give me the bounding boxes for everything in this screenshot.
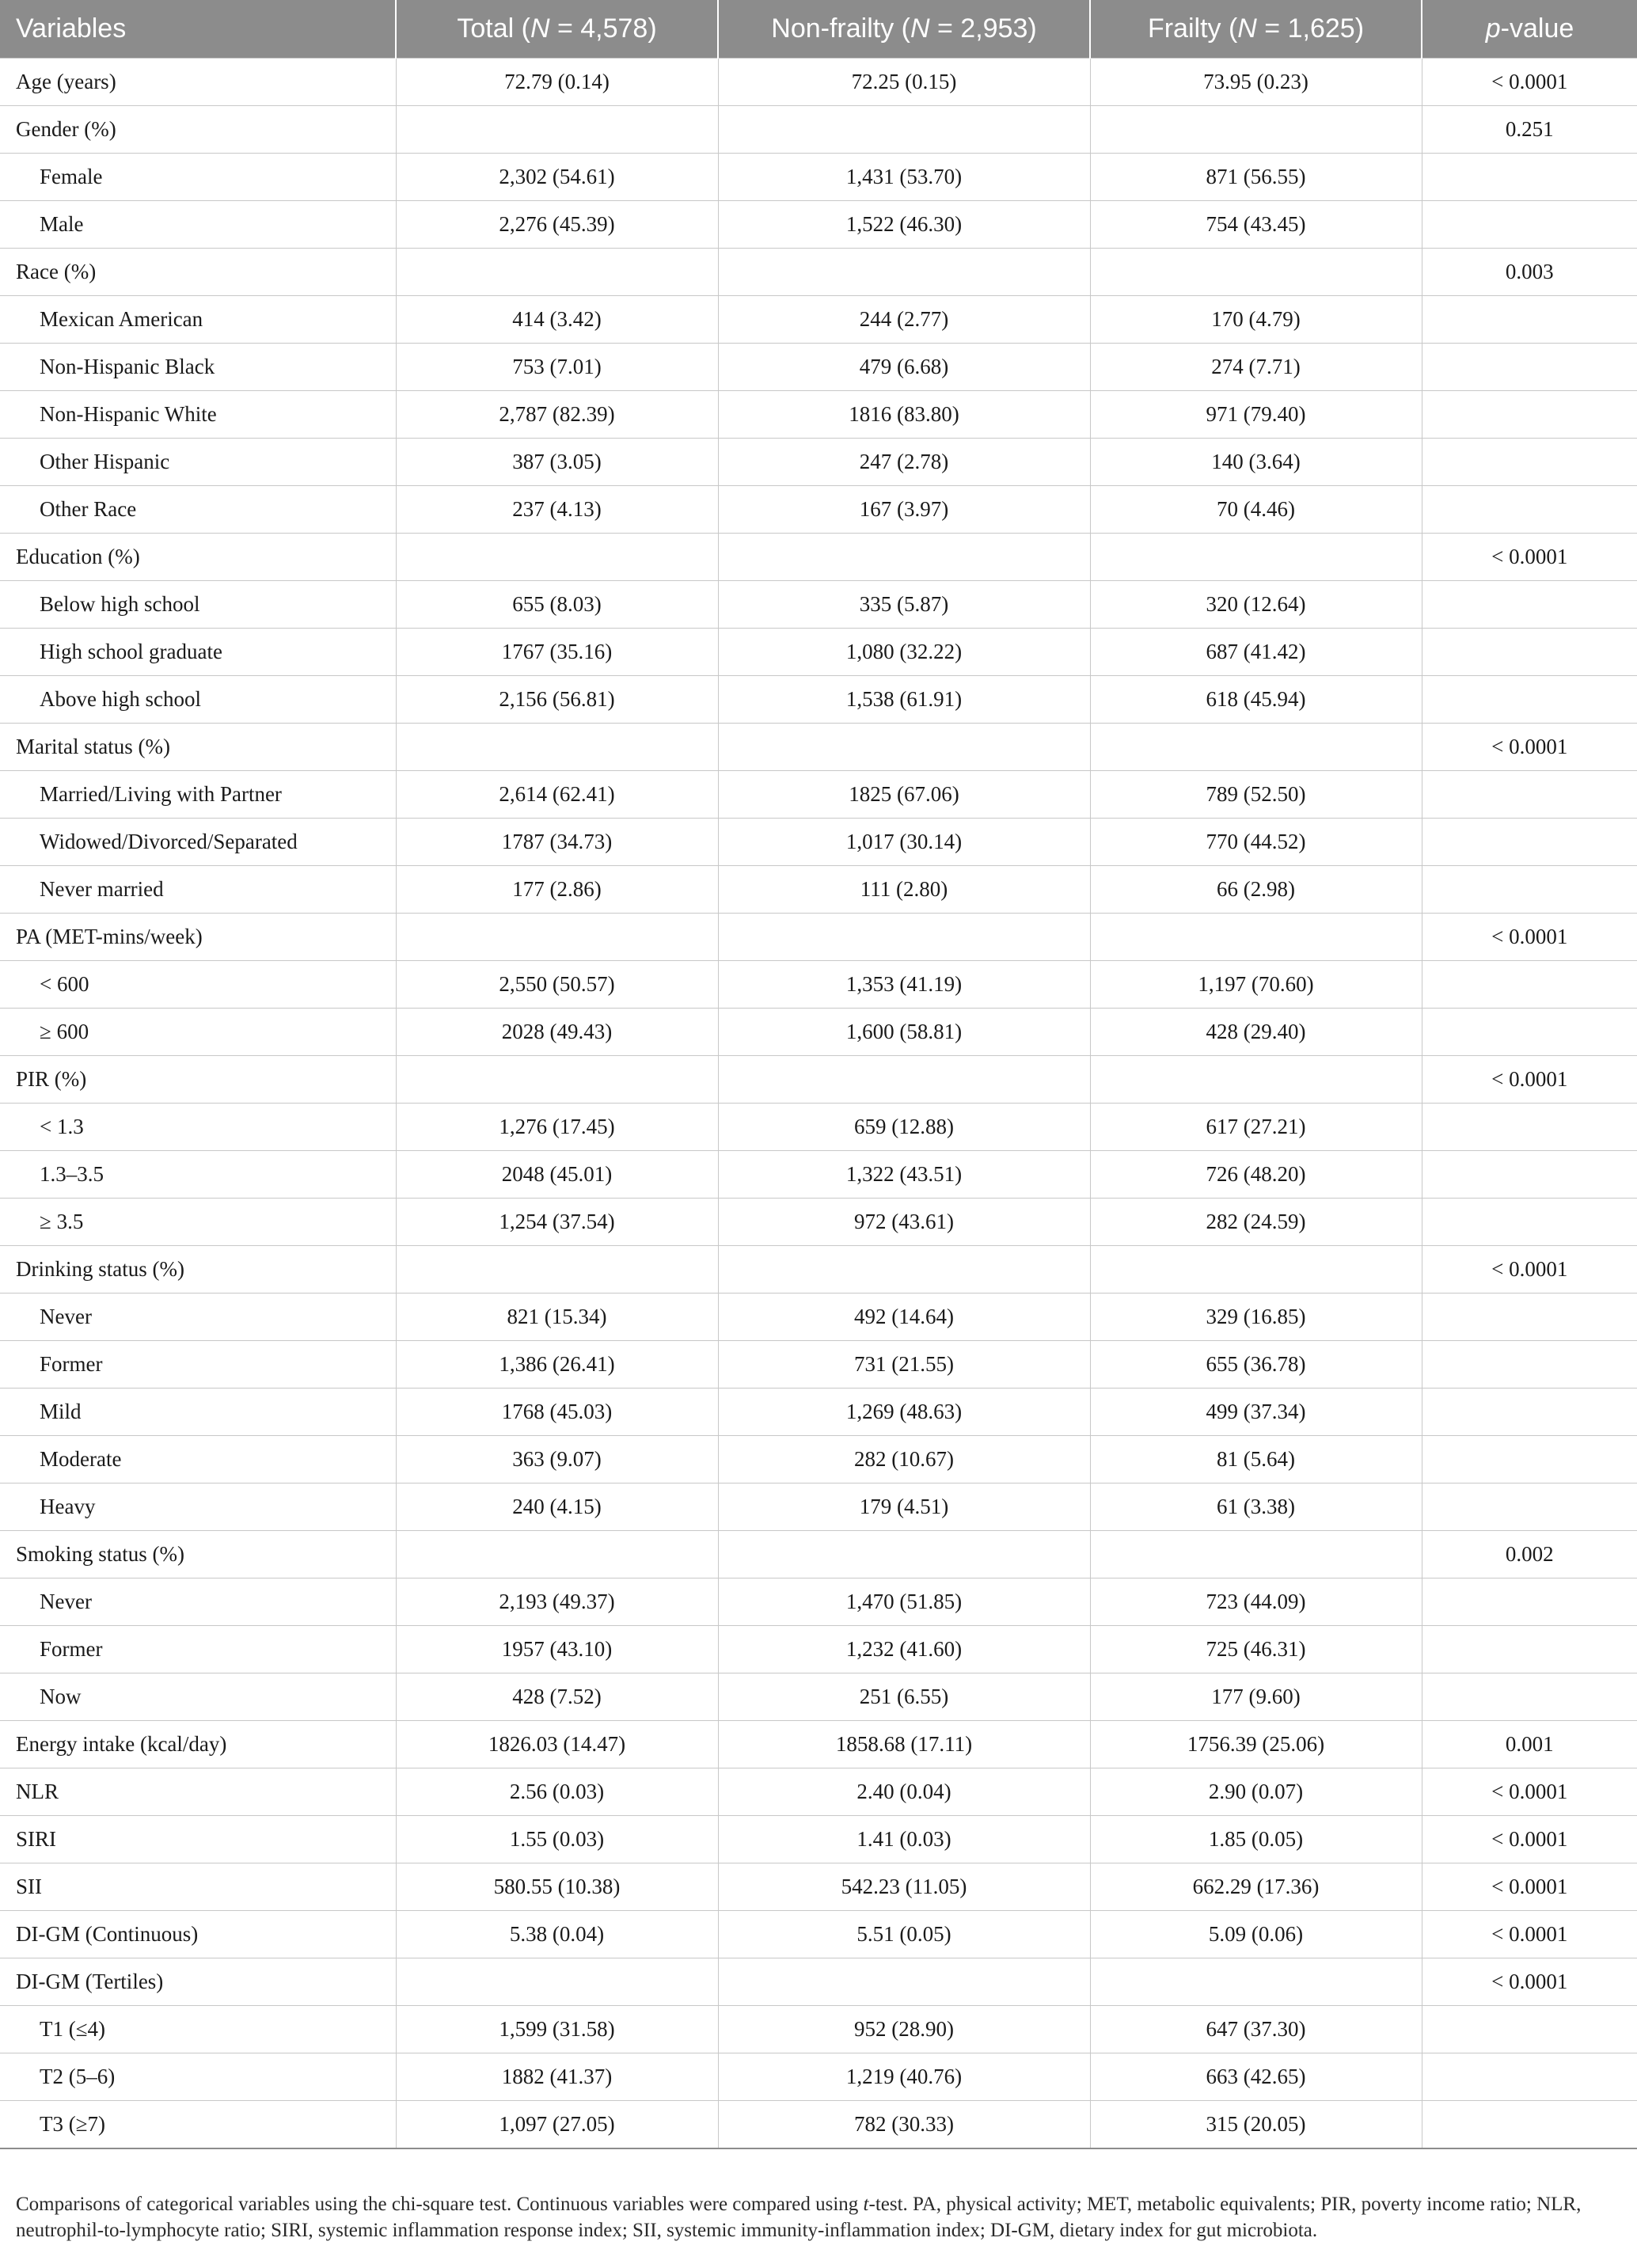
cell-frailty [1090, 249, 1422, 296]
cell-frailty: 70 (4.46) [1090, 486, 1422, 534]
cell-total: 414 (3.42) [396, 296, 718, 344]
row-label: SIRI [0, 1816, 396, 1863]
cell-frailty: 320 (12.64) [1090, 581, 1422, 629]
table-row [0, 1911, 1637, 1958]
cell-p-value: < 0.0001 [1422, 914, 1637, 961]
table-row [0, 1056, 1637, 1104]
cell-p-value: < 0.0001 [1422, 724, 1637, 771]
table-row [0, 676, 1637, 724]
cell-frailty: 871 (56.55) [1090, 154, 1422, 201]
cell-non-frailty: 782 (30.33) [718, 2101, 1090, 2149]
table-row [0, 201, 1637, 249]
table-row [0, 106, 1637, 154]
table-footnote [16, 2191, 1623, 2243]
cell-frailty: 723 (44.09) [1090, 1578, 1422, 1626]
cell-non-frailty: 1,080 (32.22) [718, 629, 1090, 676]
table-row [0, 59, 1637, 106]
cell-total: 1787 (34.73) [396, 819, 718, 866]
cell-total: 2,156 (56.81) [396, 676, 718, 724]
cell-p-value [1422, 154, 1637, 201]
table-row [0, 486, 1637, 534]
table-header [0, 0, 1637, 59]
cell-p-value [1422, 819, 1637, 866]
table-row [0, 249, 1637, 296]
cell-non-frailty [718, 106, 1090, 154]
cell-total [396, 1246, 718, 1294]
row-label: PIR (%) [0, 1056, 396, 1104]
cell-non-frailty: 1858.68 (17.11) [718, 1721, 1090, 1768]
cell-p-value [1422, 1151, 1637, 1199]
cell-total [396, 106, 718, 154]
row-label: Non-Hispanic Black [0, 344, 396, 391]
cell-p-value [1422, 1341, 1637, 1389]
cell-p-value: 0.003 [1422, 249, 1637, 296]
row-label: Former [0, 1341, 396, 1389]
cell-non-frailty: 972 (43.61) [718, 1199, 1090, 1246]
cell-frailty [1090, 914, 1422, 961]
row-label: Drinking status (%) [0, 1246, 396, 1294]
cell-p-value: < 0.0001 [1422, 1246, 1637, 1294]
table-row [0, 1389, 1637, 1436]
cell-non-frailty: 952 (28.90) [718, 2006, 1090, 2053]
table-row [0, 1578, 1637, 1626]
table-row [0, 2006, 1637, 2053]
cell-total: 1767 (35.16) [396, 629, 718, 676]
cell-non-frailty: 2.40 (0.04) [718, 1768, 1090, 1816]
cell-frailty: 177 (9.60) [1090, 1673, 1422, 1721]
row-label: T2 (5–6) [0, 2053, 396, 2101]
row-label: Never married [0, 866, 396, 914]
cell-non-frailty: 1,522 (46.30) [718, 201, 1090, 249]
table-body [0, 59, 1637, 2149]
cell-total: 2048 (45.01) [396, 1151, 718, 1199]
cell-p-value [1422, 1626, 1637, 1673]
table-row [0, 534, 1637, 581]
cell-frailty: 499 (37.34) [1090, 1389, 1422, 1436]
cell-non-frailty: 1,219 (40.76) [718, 2053, 1090, 2101]
cell-frailty [1090, 534, 1422, 581]
header-variables-label: Variables [16, 13, 127, 44]
row-label: Mexican American [0, 296, 396, 344]
cell-non-frailty: 1,538 (61.91) [718, 676, 1090, 724]
cell-total: 177 (2.86) [396, 866, 718, 914]
cell-total: 1.55 (0.03) [396, 1816, 718, 1863]
table-row [0, 344, 1637, 391]
table-row [0, 961, 1637, 1009]
cell-total: 387 (3.05) [396, 439, 718, 486]
cell-non-frailty: 1,353 (41.19) [718, 961, 1090, 1009]
header-row [0, 0, 1637, 59]
cell-non-frailty: 1,269 (48.63) [718, 1389, 1090, 1436]
row-label: Marital status (%) [0, 724, 396, 771]
cell-frailty: 663 (42.65) [1090, 2053, 1422, 2101]
cell-p-value: < 0.0001 [1422, 1958, 1637, 2006]
cell-non-frailty: 251 (6.55) [718, 1673, 1090, 1721]
row-label: T3 (≥7) [0, 2101, 396, 2149]
cell-non-frailty: 542.23 (11.05) [718, 1863, 1090, 1911]
header-p-post: -value [1500, 13, 1574, 44]
row-label: Male [0, 201, 396, 249]
cell-non-frailty: 111 (2.80) [718, 866, 1090, 914]
cell-frailty: 971 (79.40) [1090, 391, 1422, 439]
cell-frailty: 5.09 (0.06) [1090, 1911, 1422, 1958]
row-label: ≥ 3.5 [0, 1199, 396, 1246]
table-row [0, 866, 1637, 914]
cell-frailty: 428 (29.40) [1090, 1009, 1422, 1056]
cell-total: 1957 (43.10) [396, 1626, 718, 1673]
cell-frailty: 329 (16.85) [1090, 1294, 1422, 1341]
cell-frailty [1090, 106, 1422, 154]
cell-p-value: < 0.0001 [1422, 1768, 1637, 1816]
table-row [0, 1009, 1637, 1056]
cell-total: 240 (4.15) [396, 1484, 718, 1531]
table-row [0, 391, 1637, 439]
cell-non-frailty: 731 (21.55) [718, 1341, 1090, 1389]
cell-frailty: 1756.39 (25.06) [1090, 1721, 1422, 1768]
header-non-frailty-pre: Non-frailty ( [771, 13, 910, 44]
cell-p-value [1422, 1199, 1637, 1246]
cell-frailty: 81 (5.64) [1090, 1436, 1422, 1484]
header-non-frailty-n: N [910, 13, 930, 44]
row-label: Mild [0, 1389, 396, 1436]
cell-frailty: 770 (44.52) [1090, 819, 1422, 866]
cell-total: 1,386 (26.41) [396, 1341, 718, 1389]
cell-frailty: 647 (37.30) [1090, 2006, 1422, 2053]
cell-non-frailty: 1,470 (51.85) [718, 1578, 1090, 1626]
cell-non-frailty: 282 (10.67) [718, 1436, 1090, 1484]
table-row [0, 1341, 1637, 1389]
cell-frailty: 618 (45.94) [1090, 676, 1422, 724]
cell-frailty: 1.85 (0.05) [1090, 1816, 1422, 1863]
row-label: NLR [0, 1768, 396, 1816]
row-label: High school graduate [0, 629, 396, 676]
cell-total [396, 914, 718, 961]
header-frailty-post: = 1,625) [1256, 13, 1365, 44]
cell-p-value [1422, 1436, 1637, 1484]
cell-frailty: 754 (43.45) [1090, 201, 1422, 249]
cell-total: 2,302 (54.61) [396, 154, 718, 201]
cell-p-value: < 0.0001 [1422, 1863, 1637, 1911]
header-frailty-n: N [1237, 13, 1257, 44]
cell-non-frailty [718, 249, 1090, 296]
table-row [0, 1199, 1637, 1246]
table-row [0, 1863, 1637, 1911]
cell-total: 2,550 (50.57) [396, 961, 718, 1009]
cell-p-value: 0.002 [1422, 1531, 1637, 1578]
cell-non-frailty: 1,017 (30.14) [718, 819, 1090, 866]
cell-p-value [1422, 1389, 1637, 1436]
cell-frailty [1090, 1056, 1422, 1104]
cell-p-value [1422, 961, 1637, 1009]
cell-non-frailty [718, 724, 1090, 771]
table-row [0, 819, 1637, 866]
cell-total: 2,787 (82.39) [396, 391, 718, 439]
cell-non-frailty: 167 (3.97) [718, 486, 1090, 534]
row-label: Heavy [0, 1484, 396, 1531]
cell-frailty: 725 (46.31) [1090, 1626, 1422, 1673]
row-label: < 600 [0, 961, 396, 1009]
table-row [0, 2101, 1637, 2149]
footnote-text-1: Comparisons of categorical variables using the chi-square test. Continuous variables were compared using [16, 2194, 864, 2215]
table-row [0, 1436, 1637, 1484]
cell-frailty [1090, 1531, 1422, 1578]
cell-non-frailty: 72.25 (0.15) [718, 59, 1090, 106]
table-row [0, 439, 1637, 486]
table-row [0, 1104, 1637, 1151]
cell-p-value [1422, 2006, 1637, 2053]
cell-p-value [1422, 296, 1637, 344]
cell-total: 580.55 (10.38) [396, 1863, 718, 1911]
cell-total: 655 (8.03) [396, 581, 718, 629]
cell-non-frailty: 1,600 (58.81) [718, 1009, 1090, 1056]
cell-non-frailty: 5.51 (0.05) [718, 1911, 1090, 1958]
cell-total: 1,254 (37.54) [396, 1199, 718, 1246]
cell-frailty: 1,197 (70.60) [1090, 961, 1422, 1009]
cell-frailty: 662.29 (17.36) [1090, 1863, 1422, 1911]
cell-p-value [1422, 581, 1637, 629]
cell-total: 2028 (49.43) [396, 1009, 718, 1056]
cell-non-frailty: 1,232 (41.60) [718, 1626, 1090, 1673]
header-p-letter: p [1485, 13, 1501, 44]
cell-total: 2,276 (45.39) [396, 201, 718, 249]
table-row [0, 629, 1637, 676]
cell-total: 821 (15.34) [396, 1294, 718, 1341]
cell-non-frailty [718, 1958, 1090, 2006]
cell-total: 1,599 (31.58) [396, 2006, 718, 2053]
cell-frailty: 61 (3.38) [1090, 1484, 1422, 1531]
table-row [0, 724, 1637, 771]
cell-frailty: 726 (48.20) [1090, 1151, 1422, 1199]
cell-total: 5.38 (0.04) [396, 1911, 718, 1958]
header-p-value [1422, 0, 1637, 59]
table-row [0, 296, 1637, 344]
cell-total: 1,097 (27.05) [396, 2101, 718, 2149]
cell-frailty: 2.90 (0.07) [1090, 1768, 1422, 1816]
cell-frailty: 687 (41.42) [1090, 629, 1422, 676]
cell-p-value [1422, 2053, 1637, 2101]
header-total-n: N [530, 13, 550, 44]
row-label: Non-Hispanic White [0, 391, 396, 439]
cell-non-frailty: 492 (14.64) [718, 1294, 1090, 1341]
header-variables [0, 0, 396, 59]
row-label: Never [0, 1294, 396, 1341]
cell-total: 2.56 (0.03) [396, 1768, 718, 1816]
cell-p-value: 0.001 [1422, 1721, 1637, 1768]
cell-total [396, 1958, 718, 2006]
cell-total: 1768 (45.03) [396, 1389, 718, 1436]
cell-frailty: 617 (27.21) [1090, 1104, 1422, 1151]
cell-p-value [1422, 629, 1637, 676]
cell-p-value [1422, 1673, 1637, 1721]
table-row [0, 1531, 1637, 1578]
cell-non-frailty [718, 914, 1090, 961]
row-label: Now [0, 1673, 396, 1721]
cell-frailty: 282 (24.59) [1090, 1199, 1422, 1246]
cell-total: 72.79 (0.14) [396, 59, 718, 106]
cell-p-value [1422, 1578, 1637, 1626]
cell-frailty [1090, 724, 1422, 771]
cell-p-value [1422, 486, 1637, 534]
cell-p-value: < 0.0001 [1422, 1911, 1637, 1958]
cell-total: 753 (7.01) [396, 344, 718, 391]
cell-frailty: 73.95 (0.23) [1090, 59, 1422, 106]
row-label: Married/Living with Partner [0, 771, 396, 819]
cell-p-value [1422, 676, 1637, 724]
cell-total: 1826.03 (14.47) [396, 1721, 718, 1768]
table-row [0, 1246, 1637, 1294]
cell-p-value: 0.251 [1422, 106, 1637, 154]
cell-frailty: 655 (36.78) [1090, 1341, 1422, 1389]
cell-total [396, 1056, 718, 1104]
row-label: Age (years) [0, 59, 396, 106]
table-row [0, 581, 1637, 629]
row-label: SII [0, 1863, 396, 1911]
header-frailty-pre: Frailty ( [1147, 13, 1238, 44]
cell-non-frailty: 1825 (67.06) [718, 771, 1090, 819]
table-row [0, 914, 1637, 961]
cell-p-value [1422, 439, 1637, 486]
row-label: Gender (%) [0, 106, 396, 154]
cell-frailty: 66 (2.98) [1090, 866, 1422, 914]
table-row [0, 1721, 1637, 1768]
cell-non-frailty [718, 1531, 1090, 1578]
cell-frailty [1090, 1958, 1422, 2006]
cell-non-frailty [718, 1246, 1090, 1294]
row-label: Race (%) [0, 249, 396, 296]
cell-non-frailty: 1.41 (0.03) [718, 1816, 1090, 1863]
row-label: ≥ 600 [0, 1009, 396, 1056]
cell-total: 428 (7.52) [396, 1673, 718, 1721]
cell-p-value [1422, 1104, 1637, 1151]
cell-p-value: < 0.0001 [1422, 59, 1637, 106]
cell-p-value: < 0.0001 [1422, 534, 1637, 581]
row-label: 1.3–3.5 [0, 1151, 396, 1199]
table-row [0, 1484, 1637, 1531]
table-row [0, 2053, 1637, 2101]
cell-non-frailty: 1816 (83.80) [718, 391, 1090, 439]
table-row [0, 1958, 1637, 2006]
cell-total [396, 534, 718, 581]
row-label: Female [0, 154, 396, 201]
cell-total [396, 724, 718, 771]
cell-p-value [1422, 201, 1637, 249]
cell-total [396, 249, 718, 296]
header-non-frailty [718, 0, 1090, 59]
cell-non-frailty: 335 (5.87) [718, 581, 1090, 629]
table-row [0, 1673, 1637, 1721]
header-total [396, 0, 718, 59]
cell-total [396, 1531, 718, 1578]
table-row [0, 1816, 1637, 1863]
cell-non-frailty: 479 (6.68) [718, 344, 1090, 391]
header-total-pre: Total ( [457, 13, 530, 44]
cell-total: 237 (4.13) [396, 486, 718, 534]
header-frailty [1090, 0, 1422, 59]
cell-non-frailty: 244 (2.77) [718, 296, 1090, 344]
row-label: Moderate [0, 1436, 396, 1484]
cell-non-frailty: 1,431 (53.70) [718, 154, 1090, 201]
cell-total: 1882 (41.37) [396, 2053, 718, 2101]
row-label: DI-GM (Tertiles) [0, 1958, 396, 2006]
cell-frailty: 789 (52.50) [1090, 771, 1422, 819]
cell-p-value [1422, 1009, 1637, 1056]
cell-p-value: < 0.0001 [1422, 1816, 1637, 1863]
cell-non-frailty: 179 (4.51) [718, 1484, 1090, 1531]
cell-p-value [1422, 771, 1637, 819]
cell-p-value [1422, 391, 1637, 439]
cell-non-frailty: 1,322 (43.51) [718, 1151, 1090, 1199]
cell-total: 2,614 (62.41) [396, 771, 718, 819]
row-label: T1 (≤4) [0, 2006, 396, 2053]
table-row [0, 1768, 1637, 1816]
cell-non-frailty [718, 534, 1090, 581]
row-label: Energy intake (kcal/day) [0, 1721, 396, 1768]
header-non-frailty-post: = 2,953) [929, 13, 1037, 44]
cell-frailty [1090, 1246, 1422, 1294]
cell-p-value [1422, 2101, 1637, 2149]
cell-total: 363 (9.07) [396, 1436, 718, 1484]
cell-non-frailty [718, 1056, 1090, 1104]
cell-frailty: 315 (20.05) [1090, 2101, 1422, 2149]
footnote-t-letter: t [863, 2194, 869, 2215]
row-label: Smoking status (%) [0, 1531, 396, 1578]
cell-non-frailty: 247 (2.78) [718, 439, 1090, 486]
row-label: Education (%) [0, 534, 396, 581]
cell-frailty: 170 (4.79) [1090, 296, 1422, 344]
cell-frailty: 274 (7.71) [1090, 344, 1422, 391]
cell-p-value [1422, 1294, 1637, 1341]
header-total-post: = 4,578) [549, 13, 657, 44]
footnote-text-2: -test. PA, physical activity; MET, metabolic equivalents; PIR, poverty income ratio; NLR, neutrophil-to-lymphocyte ratio; SIRI, systemic inflammation response index; SII, systemic immunity-inflammation index; DI-GM, dietary index for gut microbiota. [16, 2194, 1582, 2241]
table-row [0, 771, 1637, 819]
row-label: < 1.3 [0, 1104, 396, 1151]
row-label: Other Race [0, 486, 396, 534]
row-label: Other Hispanic [0, 439, 396, 486]
row-label: PA (MET-mins/week) [0, 914, 396, 961]
row-label: Above high school [0, 676, 396, 724]
row-label: Never [0, 1578, 396, 1626]
table-row [0, 1626, 1637, 1673]
cell-total: 1,276 (17.45) [396, 1104, 718, 1151]
row-label: Widowed/Divorced/Separated [0, 819, 396, 866]
cell-frailty: 140 (3.64) [1090, 439, 1422, 486]
cell-p-value: < 0.0001 [1422, 1056, 1637, 1104]
row-label: DI-GM (Continuous) [0, 1911, 396, 1958]
row-label: Below high school [0, 581, 396, 629]
cell-non-frailty: 659 (12.88) [718, 1104, 1090, 1151]
table-row [0, 1294, 1637, 1341]
cell-p-value [1422, 1484, 1637, 1531]
row-label: Former [0, 1626, 396, 1673]
cell-p-value [1422, 344, 1637, 391]
cell-total: 2,193 (49.37) [396, 1578, 718, 1626]
cell-p-value [1422, 866, 1637, 914]
table-row [0, 1151, 1637, 1199]
table-row [0, 154, 1637, 201]
